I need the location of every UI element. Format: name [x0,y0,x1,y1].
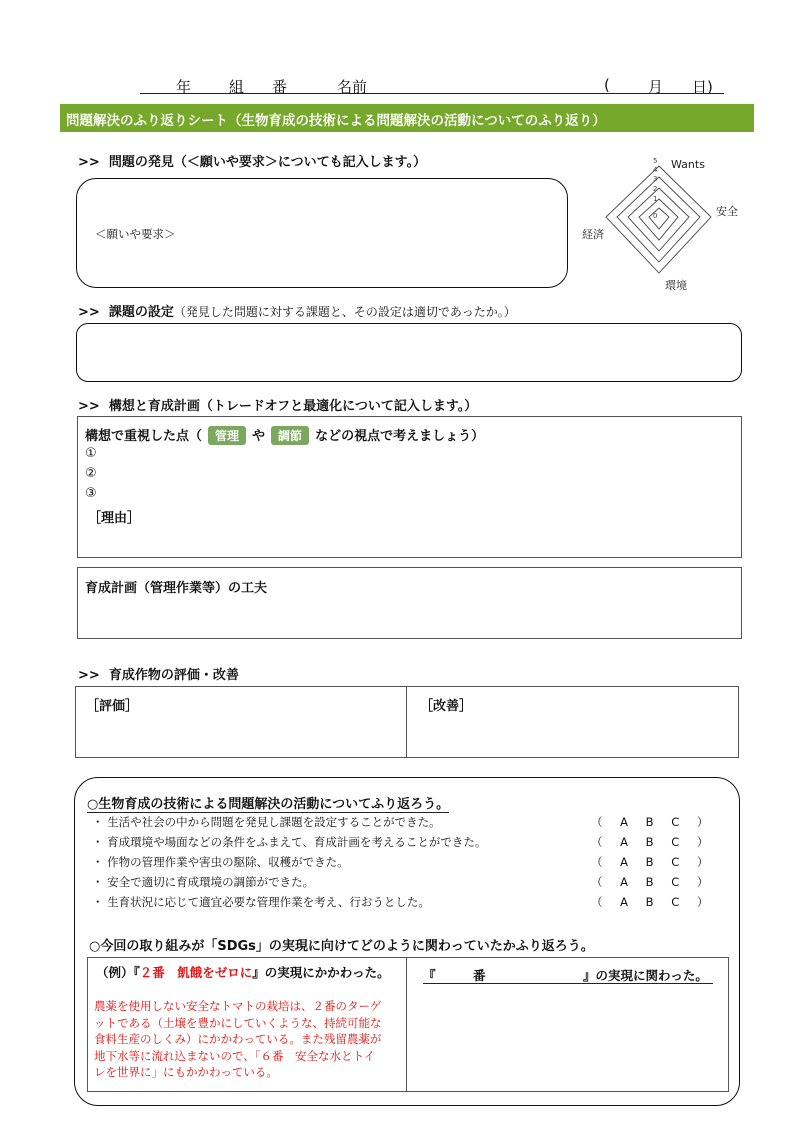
radar-scale-3: 3 [653,175,658,183]
sdgs-example-suffix: 』の実現にかかわった。 [252,965,390,980]
section-marker: >> [78,399,100,414]
sdgs-answer-line [423,966,713,984]
section-note: （＜願いや要求＞についても記入します。） [173,155,427,170]
plan-focus-line [85,425,484,445]
header-underline [140,93,724,94]
sdgs-example-box [87,957,407,1092]
sdgs-answer-box[interactable] [406,957,729,1092]
reflection-item-2: ・ 育成環境や場面などの条件をふまえて、育成計画を考えることができた。 [92,835,487,849]
improvement-box[interactable] [406,686,739,758]
section-title: 育成作物の評価・改善 [108,668,239,683]
radar-label-economy: 経済 [582,228,604,241]
reflection-title: ○生物育成の技術による問題解決の活動についてふり返ろう。 [87,793,449,813]
evaluation-label: ［評価］ [86,699,139,714]
reflection-item-4: ・ 安全で適切に育成環境の調節ができた。 [92,875,315,889]
section-title: 構想と育成計画 [108,399,200,414]
number-label: 番 [272,78,288,96]
plan-item-1: ① [85,446,97,461]
sdgs-example-heading [96,964,401,981]
section-plan-heading [78,395,477,414]
grade-label: 年 [176,78,192,96]
sdgs-example-body [94,998,382,1081]
date-open: ( [604,76,610,94]
tag-adjustment: 調節 [271,426,309,445]
radar-ring-4 [617,177,700,262]
plan-focus-prefix: 構想で重視した点（ [85,429,203,444]
radar-scale-5: 5 [653,157,658,165]
section-task-heading [78,301,516,320]
reflection-grade-4[interactable]: （ A B C ） [591,875,716,889]
reflection-item-3: ・ 作物の管理作業や害虫の駆除、収穫ができた。 [92,855,349,869]
day-label: 日) [692,78,713,96]
sdgs-example-line-1: 農薬を使用しない安全なトマトの栽培は、２番のターゲ [94,999,382,1013]
radar-ring-1 [649,208,669,229]
radar-scale-0: 0 [653,212,658,220]
sdgs-title: ○今回の取り組みが「SDGs」の実現に向けてどのように関わっていたかふり返ろう。 [89,939,594,954]
section-title: 問題の発見 [108,155,174,170]
cultivation-plan-title: 育成計画（管理作業等）の工夫 [85,581,268,596]
improvement-label: ［改善］ [420,699,473,714]
plan-focus-mid: や [252,429,266,444]
sdgs-example-goal: ２番 飢餓をゼロに [139,965,253,980]
section-marker: >> [78,668,100,683]
reflection-item-5: ・ 生育状況に応じて適宜必要な管理作業を考え、行おうとした。 [92,895,430,909]
plan-focus-suffix: などの視点で考えましょう） [315,429,485,444]
sdgs-answer-close: 』の実現に関わった。 [583,968,708,983]
sdgs-answer-open: 『 [423,968,436,983]
radar-label-wants: Wants [671,158,705,171]
reason-label: ［理由］ [88,511,141,526]
radar-ring-5 [606,166,711,273]
evaluation-box[interactable] [75,686,407,758]
plan-input-box[interactable] [77,416,742,558]
reflection-grade-1[interactable]: （ A B C ） [591,815,716,829]
sdgs-example-line-3: 食料生産のしくみ）にかかわっている。また残留農薬が [94,1032,382,1046]
radar-scale-2: 2 [653,185,658,193]
cultivation-plan-box[interactable] [77,567,742,639]
radar-label-safety: 安全 [716,205,738,218]
section-title: 課題の設定 [108,305,174,320]
reflection-grade-3[interactable]: （ A B C ） [591,855,716,869]
wishes-label: ＜願いや要求＞ [95,227,176,241]
sdgs-answer-number: 番 [473,968,486,983]
sdgs-example-prefix: （例）『 [96,965,140,980]
reflection-grade-2[interactable]: （ A B C ） [591,835,716,849]
month-label: 月 [648,78,664,96]
tag-management: 管理 [208,426,246,445]
problem-input-box[interactable] [76,178,568,288]
section-note: （トレードオフと最適化について記入します。） [199,399,478,414]
title-banner [60,104,754,132]
radar-label-environment: 環境 [665,279,687,292]
task-input-box[interactable] [76,323,742,382]
section-evaluation-heading [78,664,239,683]
radar-ring-2 [639,199,678,240]
class-label: 組 [229,78,245,96]
sdgs-example-line-2: ットである（土壌を豊かにしていくような、持続可能な [94,1015,382,1030]
radar-chart [580,150,755,295]
section-marker: >> [78,155,100,170]
reflection-grade-5[interactable]: （ A B C ） [591,895,716,909]
banner-title: 問題解決のふり返りシート（生物育成の技術による問題解決の活動についてのふり返り） [66,113,606,129]
sdgs-example-line-5: レを世界に」にもかかわっている。 [94,1065,278,1079]
section-note: （発見した問題に対する課題と、その設定は適切であったか。） [173,305,516,319]
radar-scale-4: 4 [653,166,658,174]
name-label: 名前 [337,78,368,96]
plan-item-3: ③ [85,486,97,501]
radar-scale-1: 1 [653,195,658,203]
sdgs-example-line-4: 地下水等に流れ込まないので、「６番 安全な水とトイ [94,1048,375,1063]
section-marker: >> [78,305,100,320]
section-problem-heading [78,151,426,170]
plan-item-2: ② [85,466,97,481]
reflection-item-1: ・ 生活や社会の中から問題を発見し課題を設定することができた。 [92,815,441,829]
